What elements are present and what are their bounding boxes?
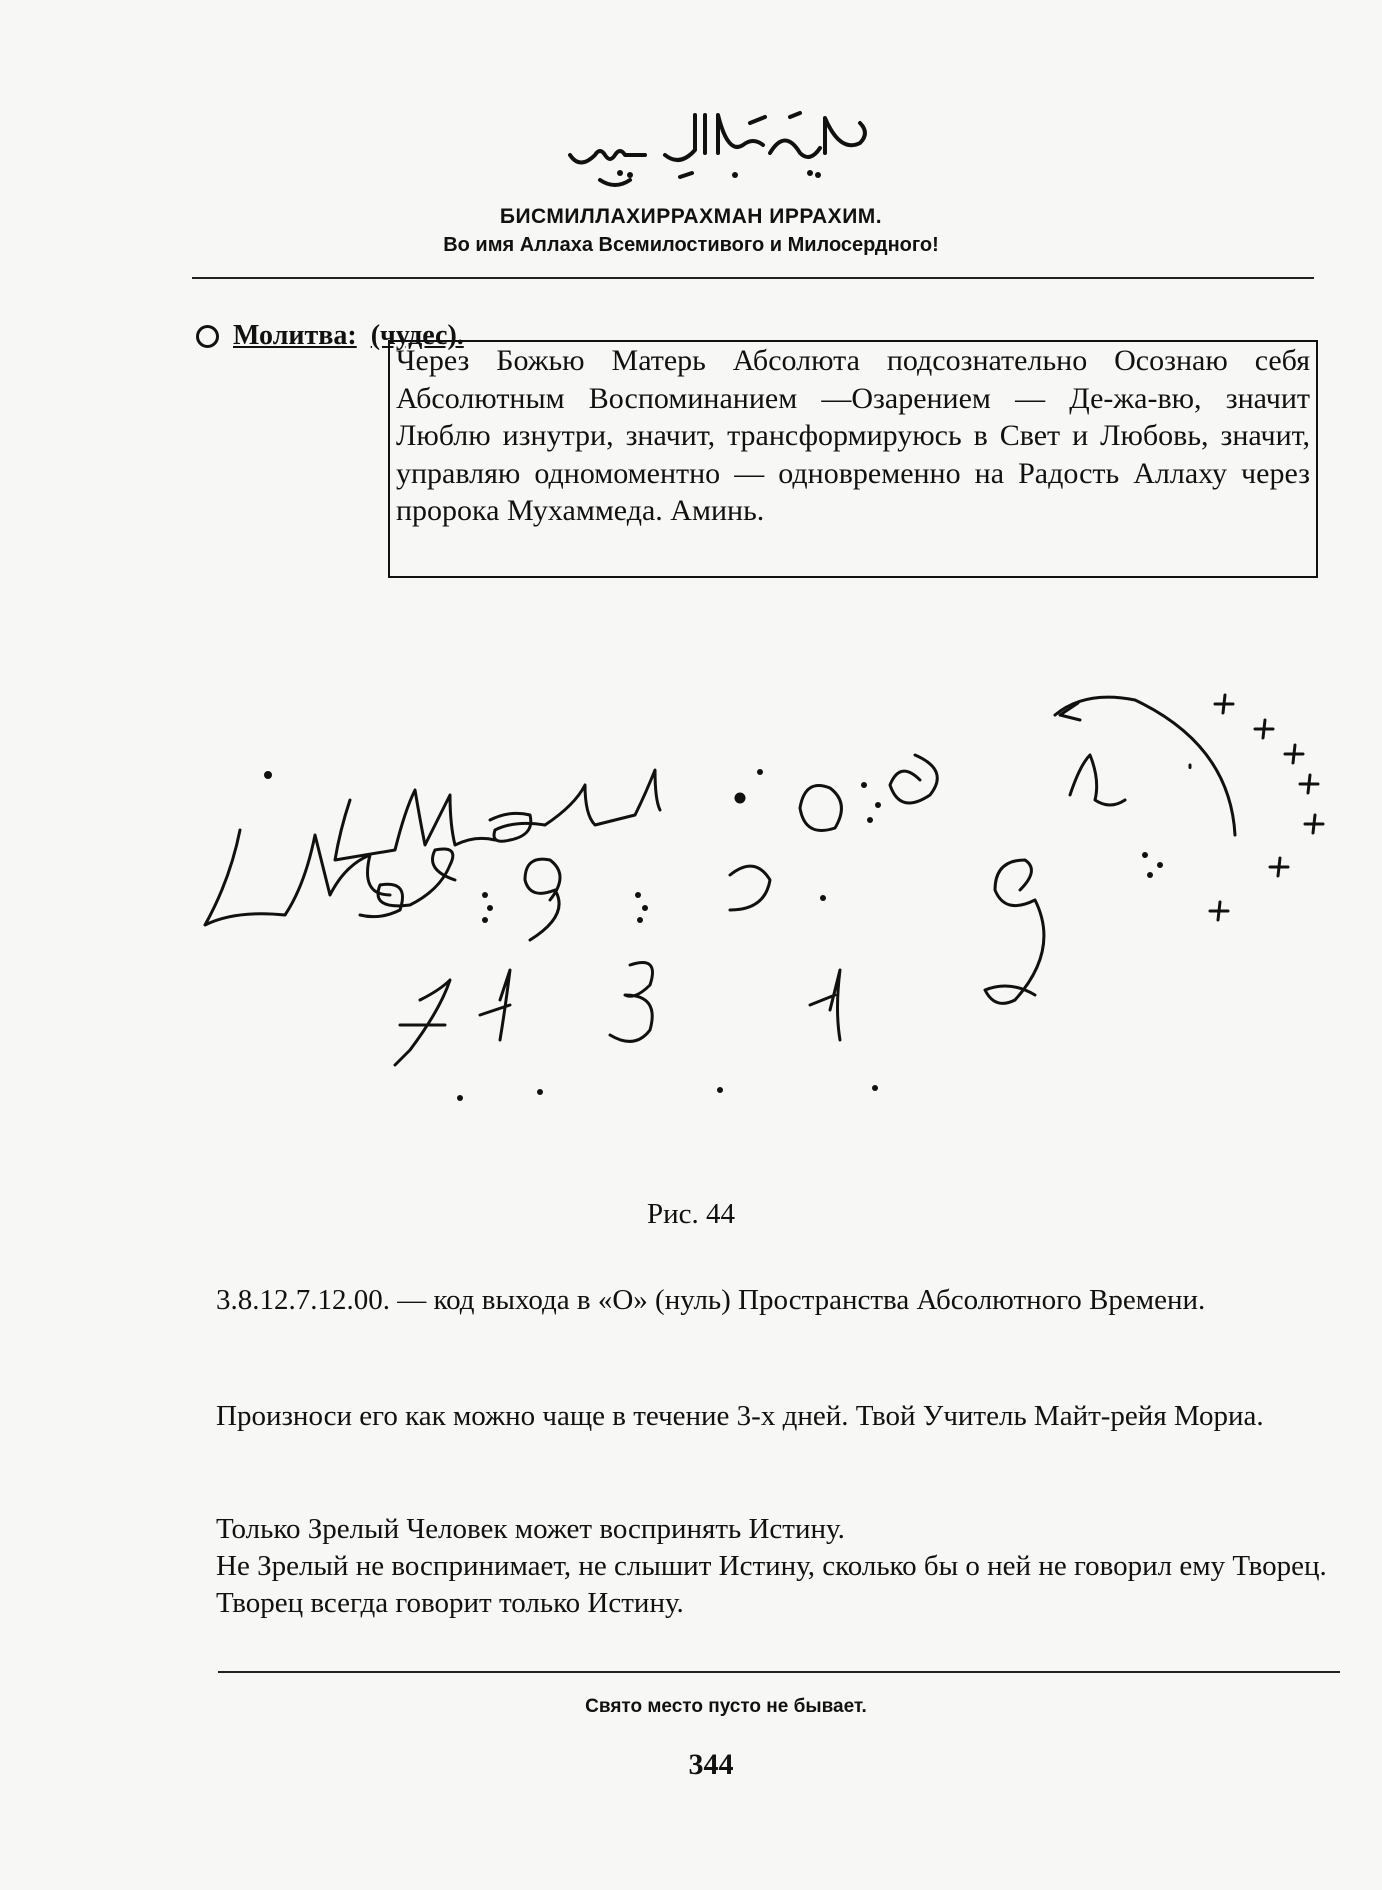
page-number: 344 [688, 1748, 734, 1781]
paragraph-exit-code: 3.8.12.7.12.00. — код выхода в «О» (нуль) Пространства Абсолютного Времени. [216, 1284, 1206, 1316]
top-divider [192, 277, 1314, 279]
header-translit: БИСМИЛЛАХИРРАХМАН ИРРАХИМ. [499, 205, 883, 228]
bottom-divider [218, 1671, 1340, 1673]
figure-caption: Рис. 44 [646, 1198, 736, 1230]
paragraph-instruction: Произноси его как можно чаще в течение 3-х дней. Твой Учитель Майт-рейя Мориа. [216, 1400, 1264, 1432]
bismillah-calligraphy [560, 95, 880, 195]
paragraph-truth [216, 1511, 1338, 1622]
prayer-qualifier: (чудес). [370, 320, 464, 351]
prayer-text-box: Через Божью Матерь Абсолюта подсознательно Осознаю себя Абсолютным Воспоминанием —Озарением — Де-жа-вю, значит Люблю изнутри, значит, трансформируюсь в Свет и Любовь, значит, управляю одномоментно — одновременно на Радость Аллаху через пророка Мухаммеда. Аминь. [388, 340, 1318, 578]
prayer-label: Молитва: [233, 320, 357, 351]
handwritten-figure-44 [190, 680, 1350, 1120]
footer-proverb: Свято место пусто не бывает. [585, 1696, 867, 1717]
header-translation: Во имя Аллаха Всемилостивого и Милосердного! [443, 234, 939, 256]
bullet-circle-icon [196, 325, 219, 348]
truth-line-2: Не Зрелый не воспринимает, не слышит Истину, сколько бы о ней не говорил ему Творец. [216, 1550, 1327, 1582]
truth-line-1: Только Зрелый Человек может воспринять Истину. [216, 1513, 845, 1545]
truth-line-3: Творец всегда говорит только Истину. [216, 1587, 684, 1619]
